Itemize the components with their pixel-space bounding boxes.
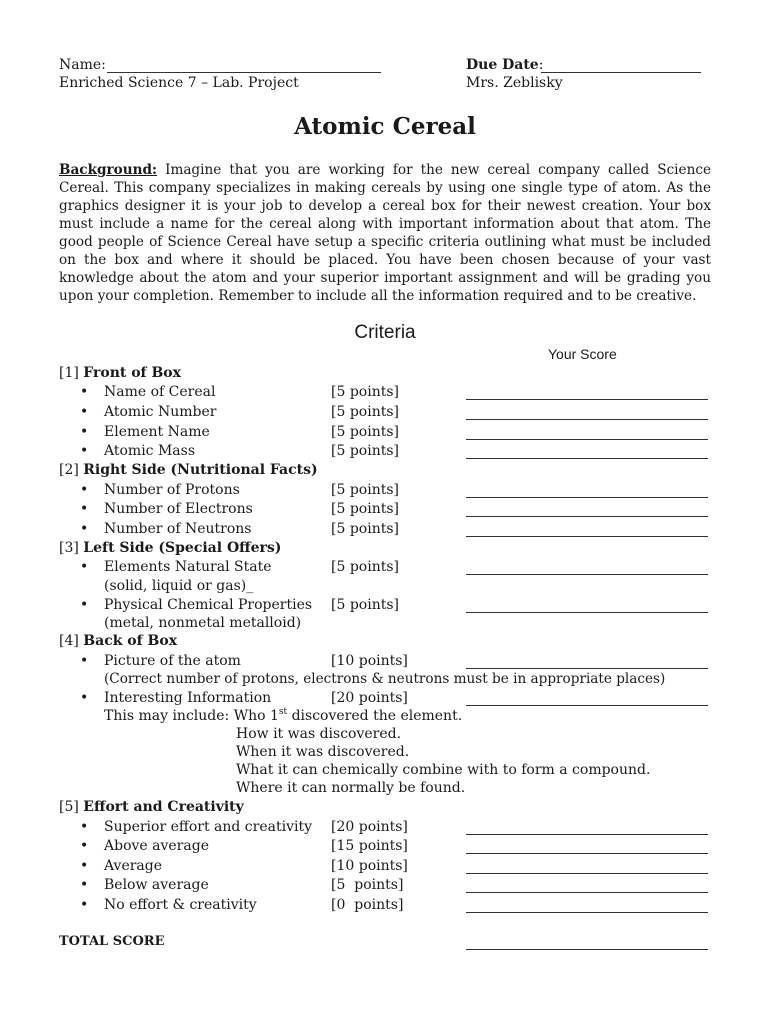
note-natural-state: (solid, liquid or gas)_ — [104, 578, 254, 594]
section-front-of-box: [1] Front of Box — [59, 365, 181, 381]
points-interesting: [20 points] — [331, 690, 408, 706]
interesting-intro: This may include: Who 1st discovered the element. — [104, 707, 463, 724]
score-line-neutrons[interactable] — [466, 536, 708, 537]
due-date-field[interactable] — [541, 72, 701, 73]
points-no-effort: [0 points] — [331, 897, 404, 913]
item-picture: • Picture of the atom — [104, 653, 241, 669]
score-line-physical-chemical[interactable] — [466, 612, 708, 613]
section-left-side: [3] Left Side (Special Offers) — [59, 540, 282, 556]
score-line-superior[interactable] — [466, 834, 708, 835]
points-neutrons: [5 points] — [331, 521, 399, 537]
item-name-of-cereal: • Name of Cereal — [104, 384, 215, 400]
item-above-average: • Above average — [104, 838, 209, 854]
points-electrons: [5 points] — [331, 501, 399, 517]
score-line-picture[interactable] — [466, 668, 708, 669]
item-atomic-mass: • Atomic Mass — [104, 443, 195, 459]
points-atomic-mass: [5 points] — [331, 443, 399, 459]
note-physical-chemical: (metal, nonmetal metalloid) — [104, 615, 302, 631]
interesting-line: What it can chemically combine with to form a compound. — [236, 762, 651, 778]
score-line-atomic-mass[interactable] — [466, 458, 708, 459]
background-label: Background: — [59, 162, 158, 178]
score-line-protons[interactable] — [466, 497, 708, 498]
score-line-below-average[interactable] — [466, 892, 708, 893]
due-date-label: Due Date: — [466, 57, 544, 73]
background-paragraph — [59, 161, 711, 305]
class-name: Enriched Science 7 – Lab. Project — [59, 75, 299, 91]
item-protons: • Number of Protons — [104, 482, 240, 498]
points-protons: [5 points] — [331, 482, 399, 498]
interesting-line: When it was discovered. — [236, 744, 410, 760]
total-score-label: TOTAL SCORE — [59, 934, 165, 949]
points-superior: [20 points] — [331, 819, 408, 835]
score-line-above-average[interactable] — [466, 853, 708, 854]
points-picture: [10 points] — [331, 653, 408, 669]
teacher-name: Mrs. Zeblisky — [466, 75, 563, 91]
score-line-electrons[interactable] — [466, 516, 708, 517]
item-natural-state: • Elements Natural State — [104, 559, 272, 575]
section-effort-creativity: [5] Effort and Creativity — [59, 799, 244, 815]
item-no-effort: • No effort & creativity — [104, 897, 257, 913]
section-back-of-box: [4] Back of Box — [59, 633, 178, 649]
points-atomic-number: [5 points] — [331, 404, 399, 420]
points-below-average: [5 points] — [331, 877, 404, 893]
score-line-interesting[interactable] — [466, 705, 708, 706]
background-text: Imagine that you are working for the new cereal company called Science Cereal. This company specializes in making cereals by using one single type of atom. As the graphics designer it is your job to develop a cereal box for their newest creation. Your box must include a name for the cereal along with important information about that atom. The good people of Science Cereal have setup a specific criteria outlining what must be included on the box and where it should be placed. You have been chosen because of your vast knowledge about the atom and your superior important assignment and will be grading you upon your completion. Remember to include all the information required and to be creative. — [59, 162, 711, 304]
page-title: Atomic Cereal — [294, 113, 476, 140]
item-below-average: • Below average — [104, 877, 209, 893]
interesting-line: How it was discovered. — [236, 726, 402, 742]
score-line-element-name[interactable] — [466, 439, 708, 440]
item-atomic-number: • Atomic Number — [104, 404, 216, 420]
criteria-heading: Criteria — [354, 322, 416, 343]
points-name-of-cereal: [5 points] — [331, 384, 399, 400]
points-element-name: [5 points] — [331, 424, 399, 440]
points-above-average: [15 points] — [331, 838, 408, 854]
name-label: Name: — [59, 57, 106, 73]
item-neutrons: • Number of Neutrons — [104, 521, 252, 537]
points-physical-chemical: [5 points] — [331, 597, 399, 613]
points-natural-state: [5 points] — [331, 559, 399, 575]
interesting-line: Where it can normally be found. — [236, 780, 466, 796]
score-line-atomic-number[interactable] — [466, 419, 708, 420]
score-line-natural-state[interactable] — [466, 574, 708, 575]
item-average: • Average — [104, 858, 162, 874]
score-line-name-of-cereal[interactable] — [466, 399, 708, 400]
score-heading: Your Score — [548, 346, 617, 362]
note-picture: (Correct number of protons, electrons & neutrons must be in appropriate places) — [104, 671, 666, 687]
item-superior: • Superior effort and creativity — [104, 819, 312, 835]
score-line-total[interactable] — [466, 949, 708, 950]
item-physical-chemical: • Physical Chemical Properties — [104, 597, 312, 613]
score-line-no-effort[interactable] — [466, 912, 708, 913]
item-interesting: • Interesting Information — [104, 690, 271, 706]
points-average: [10 points] — [331, 858, 408, 874]
section-right-side: [2] Right Side (Nutritional Facts) — [59, 462, 318, 478]
score-line-average[interactable] — [466, 873, 708, 874]
item-electrons: • Number of Electrons — [104, 501, 253, 517]
name-field[interactable] — [107, 72, 381, 73]
item-element-name: • Element Name — [104, 424, 210, 440]
